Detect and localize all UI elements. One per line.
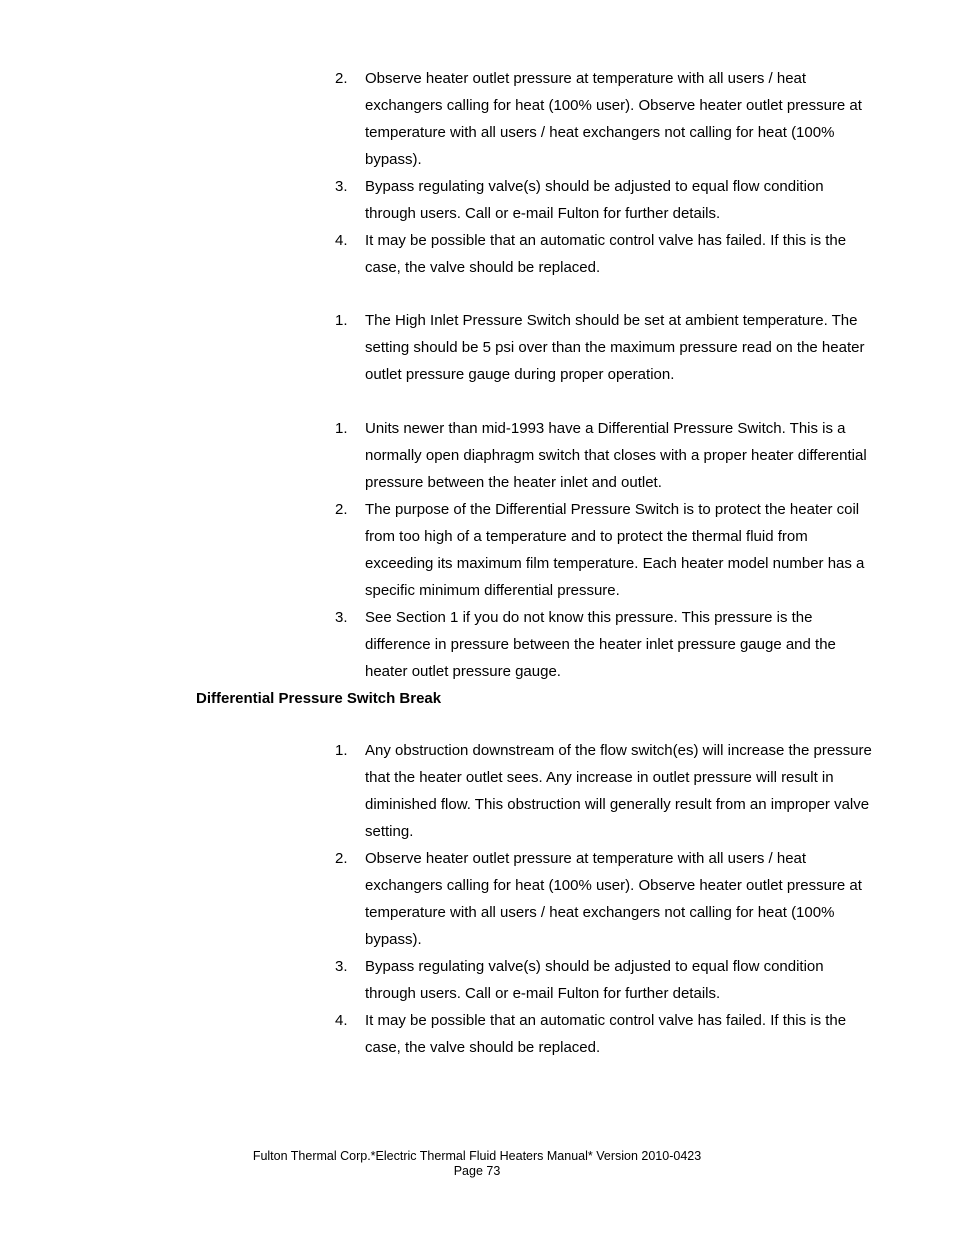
list-item [335,953,875,1007]
list-item [335,737,875,845]
footer-manual-title: Fulton Thermal Corp.*Electric Thermal Fluid Heaters Manual* Version 2010-0423 [252,1149,702,1163]
list-item [335,845,875,953]
item-number: 1. [335,742,348,759]
list-item [335,307,875,388]
item-number: 2. [335,501,348,518]
list-section-2 [335,307,875,388]
item-number: 3. [335,958,348,975]
list-item [335,65,875,173]
item-text: Units newer than mid-1993 have a Differential Pressure Switch. This is a normally open diaphragm switch that closes with a proper heater differential pressure between the heater inlet and outlet. [365,420,867,491]
list-section-4 [335,737,875,1061]
page-footer [0,1149,954,1179]
list-item [335,173,875,227]
list-item [335,1007,875,1061]
item-text: Bypass regulating valve(s) should be adjusted to equal flow condition through users. Call or e-mail Fulton for further details. [365,178,824,222]
item-text: It may be possible that an automatic control valve has failed. If this is the case, the valve should be replaced. [365,232,847,276]
item-number: 3. [335,178,348,195]
list-section-3 [335,415,875,685]
list-item [335,415,875,496]
item-text: See Section 1 if you do not know this pressure. This pressure is the difference in pressure between the heater inlet pressure gauge and the heater outlet pressure gauge. [365,609,836,680]
item-text: Observe heater outlet pressure at temperature with all users / heat exchangers calling for heat (100% user). Observe heater outlet pressure at temperature with all users / heat exchangers not calling for heat (100% bypass). [365,70,862,168]
list-item [335,227,875,281]
item-number: 4. [335,232,348,249]
item-text: It may be possible that an automatic control valve has failed. If this is the case, the valve should be replaced. [365,1012,847,1056]
item-number: 1. [335,312,348,329]
item-text: The High Inlet Pressure Switch should be set at ambient temperature. The setting should be 5 psi over than the maximum pressure read on the heater outlet pressure gauge during proper operation. [365,312,865,383]
item-number: 3. [335,609,348,626]
list-item [335,604,875,685]
item-number: 2. [335,850,348,867]
item-text: The purpose of the Differential Pressure Switch is to protect the heater coil from too high of a temperature and to protect the thermal fluid from exceeding its maximum film temperature. Each heater model number has a specific minimum differential pressure. [365,501,865,599]
item-text: Observe heater outlet pressure at temperature with all users / heat exchangers calling for heat (100% user). Observe heater outlet pressure at temperature with all users / heat exchangers not calling for heat (100% bypass). [365,850,862,948]
list-section-1 [335,65,875,281]
item-number: 1. [335,420,348,437]
footer-page-number: Page 73 [453,1164,501,1178]
item-number: 4. [335,1012,348,1029]
item-text: Bypass regulating valve(s) should be adjusted to equal flow condition through users. Call or e-mail Fulton for further details. [365,958,824,1002]
section-heading: Differential Pressure Switch Break [196,690,442,707]
item-text: Any obstruction downstream of the flow switch(es) will increase the pressure that the heater outlet sees. Any increase in outlet pressure will result in diminished flow. This obstruction will generally result from an improper valve setting. [365,742,872,840]
item-number: 2. [335,70,348,87]
list-item [335,496,875,604]
